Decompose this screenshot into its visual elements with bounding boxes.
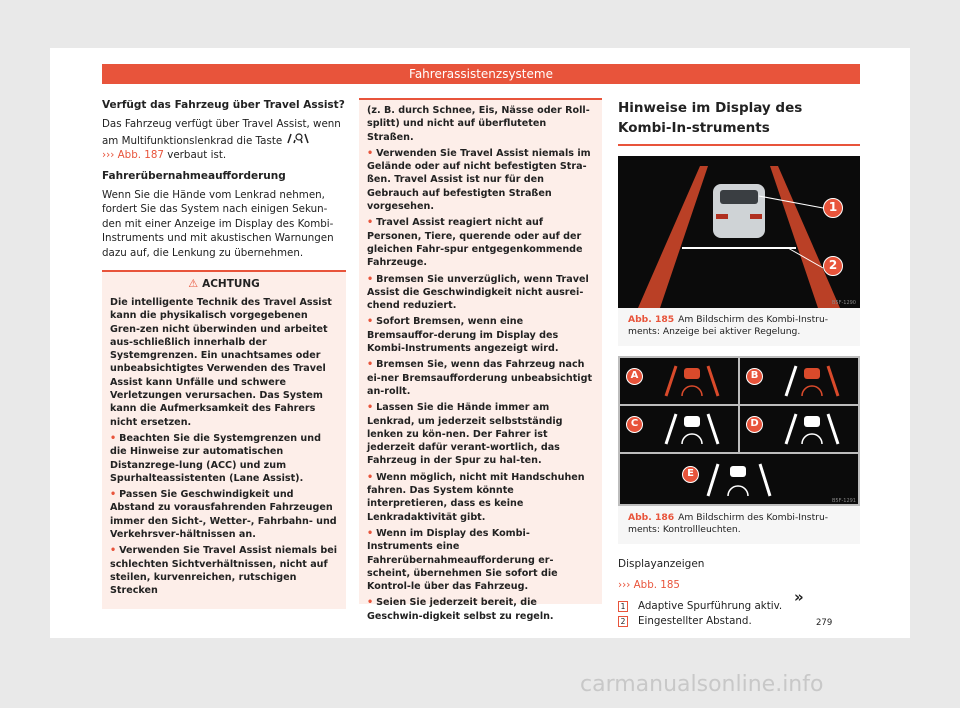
- figure-185: [618, 156, 860, 346]
- bullet-icon: •: [110, 545, 117, 557]
- callout-2: 2: [823, 256, 843, 276]
- heading-takeover: Fahrerübernahmeaufforderung: [102, 169, 286, 182]
- bullet-icon: •: [367, 471, 374, 483]
- page-number: 279: [816, 618, 833, 628]
- warning-item: • Bremsen Sie, wenn das Fahrzeug nach ei-ner Bremsaufforderung unbeabsichtigt an-rollt.: [367, 359, 593, 397]
- warning-item: • Wenn im Display des Kombi-Instruments eine Fahrerübernahmeaufforderung er-scheint, übernehmen Sie sofort die Kontrol-le über das Fahrzeug.: [367, 527, 558, 593]
- warning-item: • Sofort Bremsen, wenn eine Bremsauffor-derung im Display des Kombi-Instruments angezeigt wird.: [367, 316, 559, 355]
- lamp-tag-e: E: [682, 466, 699, 483]
- warning-triangle-icon: ⚠: [188, 277, 199, 290]
- column-1: [102, 98, 346, 609]
- bullet-icon: •: [367, 217, 374, 229]
- list-item: 2 Eingestellter Abstand.: [618, 614, 860, 629]
- fig-link-187[interactable]: Abb. 187: [117, 149, 164, 161]
- section-header: Fahrerassistenzsysteme: [102, 64, 860, 84]
- display-heading: Displayanzeigen: [618, 558, 705, 570]
- figure-186: [618, 356, 860, 544]
- warning-item: • Bremsen Sie unverzüglich, wenn Travel Assist die Geschwindigkeit nicht ausrei-chend reduziert.: [367, 273, 589, 312]
- warning-intro: Die intelligente Technik des Travel Assist kann die physikalisch vorgegebenen Gren-zen nicht überwinden und arbeitet aus-schließlich innerhalb der Systemgrenzen. Ein unachtsames oder unbeabsichtigtes Verwenden des Travel Assist kann Unfälle und schwere Verletzungen verursachen. Das System kann die Aufmerksamkeit des Fahrers nicht ersetzen.: [110, 297, 332, 428]
- lamp-tag-b: B: [746, 368, 763, 385]
- paragraph-takeover: Wenn Sie die Hände vom Lenkrad nehmen, fordert Sie das System nach einigen Sekun-den mit einer Anzeige im Display des Kombi-Instruments und mit akustischen Warnungen dazu auf, die Lenkung zu übernehmen.: [102, 188, 334, 259]
- warning-item: • Travel Assist reagiert nicht auf Personen, Tiere, querende oder auf der gleichen Fahr-spur entgegenkommende Fahrzeuge.: [367, 217, 583, 269]
- callout-1: 1: [823, 198, 843, 218]
- bullet-icon: •: [110, 432, 117, 444]
- bullet-icon: •: [110, 489, 117, 501]
- warning-item: • Wenn möglich, nicht mit Handschuhen fahren. Das System könnte interpretieren, dass es keine Lenkradaktivität gibt.: [367, 471, 585, 523]
- image-code: B5F-1290: [831, 300, 856, 306]
- indicator-lamps-image: [618, 356, 860, 506]
- list-item: 1 Adaptive Spurführung aktiv.: [618, 599, 860, 614]
- figure-caption: Abb. 185 Am Bildschirm des Kombi-Instru-ments: Anzeige bei aktiver Regelung.: [628, 314, 829, 337]
- warning-item: • Passen Sie Geschwindigkeit und Abstand zu vorausfahrenden Fahrzeugen immer den Sicht-, Wetter-, Fahrbahn- und Verkehrsver-hältnissen an.: [110, 489, 337, 541]
- warning-item: • Verwenden Sie Travel Assist niemals im Gelände oder auf nicht befestigten Stra-ßen. Travel Assist ist nur für den Gebrauch auf befestigten Straßen vorgesehen.: [367, 147, 591, 213]
- warning-item: • Verwenden Sie Travel Assist niemals bei schlechten Sichtverhältnissen, nicht auf steilen, kurvenreichen, rutschigen Strecken: [110, 545, 338, 597]
- steering-assist-button-icon: [285, 135, 311, 147]
- lamp-tag-a: A: [626, 368, 643, 385]
- bullet-icon: •: [367, 316, 374, 328]
- number-badge: 2: [618, 616, 628, 627]
- warning-item: • Lassen Sie die Hände immer am Lenkrad, um jederzeit selbstständig lenken zu kön-nen. Der Fahrer ist jederzeit dafür verant-wortlich, das Fahrzeug in der Spur zu hal-ten.: [367, 402, 563, 467]
- fig-link-185[interactable]: Abb. 185: [633, 579, 680, 591]
- continue-arrow-icon: »: [794, 588, 804, 606]
- warning-box: [102, 270, 346, 609]
- column-3: [618, 98, 860, 629]
- lamp-tag-c: C: [626, 416, 643, 433]
- manual-page: [50, 48, 910, 638]
- paragraph-intro: Das Fahrzeug verfügt über Travel Assist, wenn am Multifunktionslenkrad die Taste ››› Abb. 187 verbaut ist.: [102, 118, 341, 161]
- section-title: Hinweise im Display des Kombi-In-struments: [618, 98, 860, 146]
- warning-item: • Seien Sie jederzeit bereit, die Geschwin-digkeit selbst zu regeln.: [367, 597, 554, 622]
- ref-arrows: ›››: [102, 149, 115, 161]
- lamp-tag-d: D: [746, 416, 763, 433]
- heading-travel-assist: Verfügt das Fahrzeug über Travel Assist?: [102, 99, 345, 111]
- bullet-icon: •: [367, 273, 374, 285]
- cluster-display-image: [618, 156, 860, 308]
- bullet-icon: •: [367, 597, 374, 609]
- warning-title: ⚠ ACHTUNG: [188, 277, 260, 290]
- warning-box-continued: [359, 98, 602, 622]
- watermark: carmanualsonline.info: [580, 672, 824, 697]
- number-badge: 1: [618, 601, 628, 612]
- bullet-icon: •: [367, 402, 374, 414]
- warning-continuation: (z. B. durch Schnee, Eis, Nässe oder Roll-splitt) und nicht auf überfluteten Straßen.: [367, 105, 590, 143]
- bullet-icon: •: [367, 359, 374, 371]
- figure-caption: Abb. 186 Am Bildschirm des Kombi-Instru-ments: Kontrollleuchten.: [628, 512, 829, 535]
- bullet-icon: •: [367, 147, 374, 159]
- display-ref: ››› Abb. 185: [618, 579, 680, 591]
- image-code: B5F-1291: [831, 498, 856, 504]
- warning-item: • Beachten Sie die Systemgrenzen und die Hinweise zur automatischen Distanzrege-lung (ACC) und zum Spurhalteassistenten (Lane Assist).: [110, 432, 321, 484]
- bullet-icon: •: [367, 527, 374, 539]
